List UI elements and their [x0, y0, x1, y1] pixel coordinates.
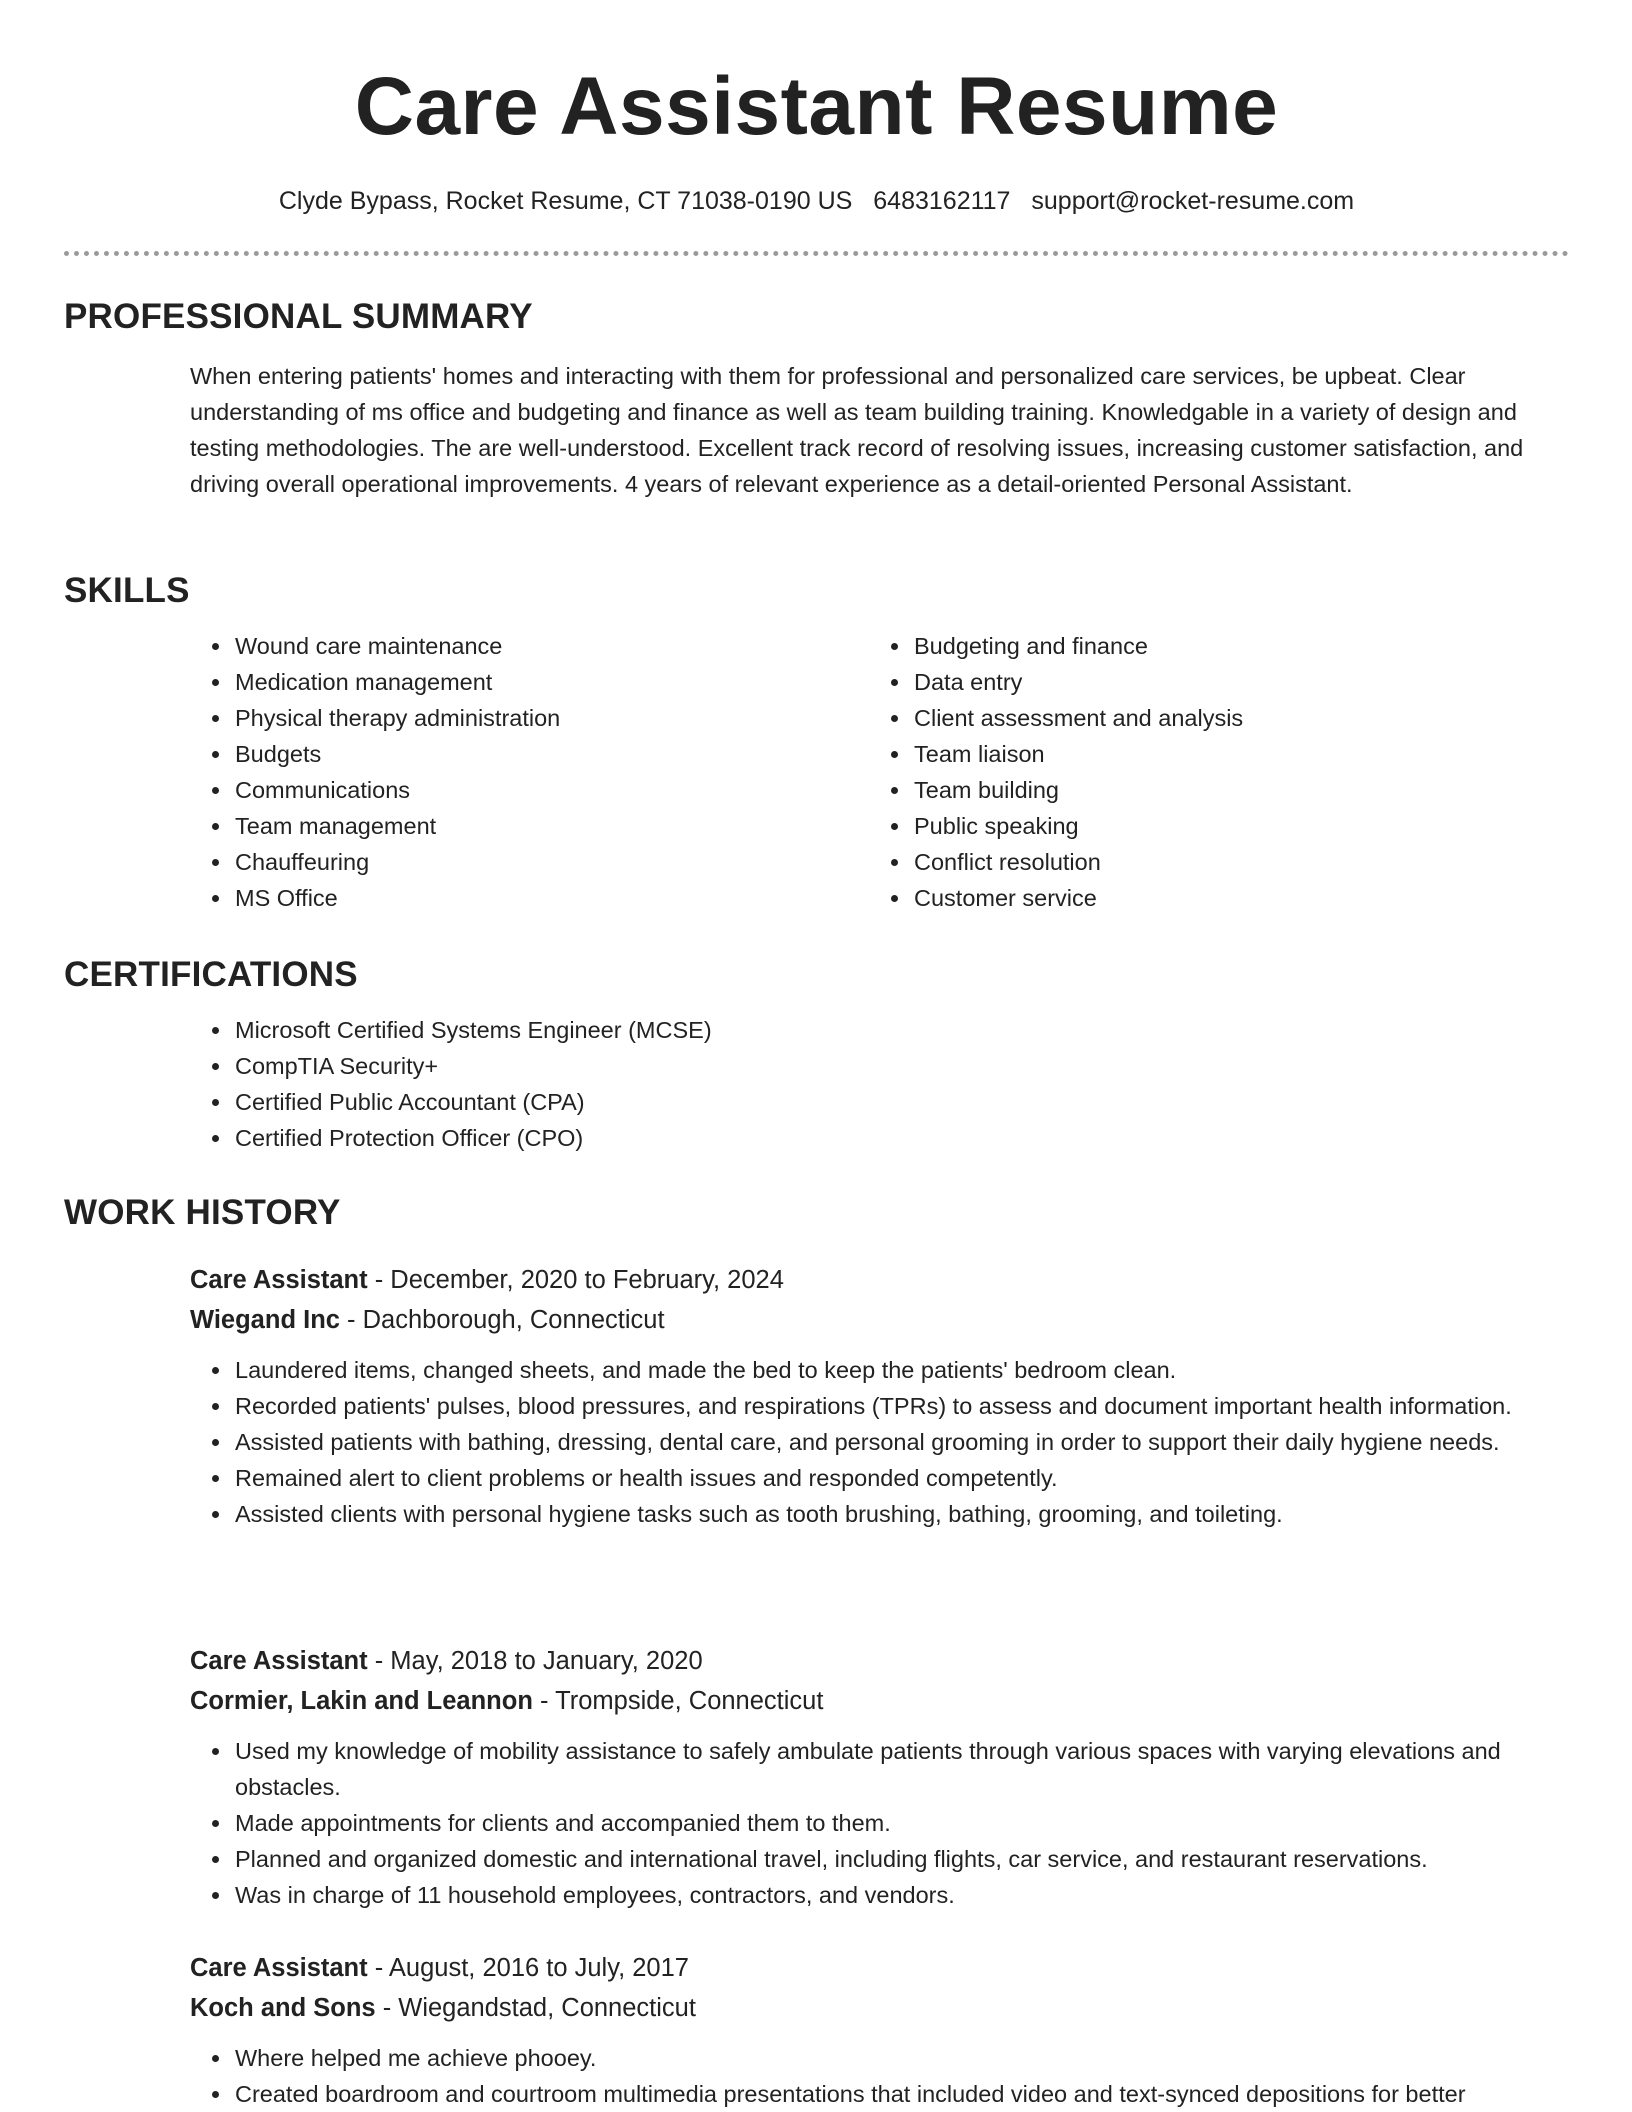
- contact-line: [64, 184, 1569, 218]
- job-bullets: [64, 1352, 1569, 1532]
- certification-item: • Certified Public Accountant (CPA): [233, 1084, 1569, 1120]
- job-company-line: [190, 1300, 1569, 1340]
- skills-list-left: [64, 628, 743, 916]
- job-bullet: • Remained alert to client problems or health issues and responded competently.: [233, 1460, 1569, 1496]
- skill-item: • Physical therapy administration: [233, 700, 743, 736]
- skill-item: • Client assessment and analysis: [912, 700, 1422, 736]
- job-dates: - December, 2020 to February, 2024: [367, 1266, 784, 1294]
- skill-item: • Budgeting and finance: [912, 628, 1422, 664]
- skill-item: • Conflict resolution: [912, 844, 1422, 880]
- job-entry: [64, 1641, 1569, 1913]
- job-role: Care Assistant: [190, 1266, 368, 1294]
- job-company-line: [190, 1988, 1569, 2028]
- job-title-line: [190, 1641, 1569, 1681]
- job-bullet: • Created boardroom and courtroom multimedia presentations that included video and text-synced depositions for better: [233, 2076, 1569, 2112]
- certifications-heading: CERTIFICATIONS: [64, 955, 358, 994]
- job-title-line: [190, 1948, 1569, 1988]
- summary-text: When entering patients' homes and interacting with them for professional and personalized care services, be upbeat. Clear understanding of ms office and budgeting and finance as well as team building training. Knowledgable in a variety of design and testing methodologies. The are well-understood. Excellent track record of resolving issues, increasing customer satisfaction, and driving overall operational improvements. 4 years of relevant experience as a detail-oriented Personal Assistant.: [190, 363, 1524, 497]
- job-dates: - May, 2018 to January, 2020: [367, 1647, 703, 1675]
- job-company: Wiegand Inc: [190, 1306, 340, 1334]
- job-title-line: [190, 1260, 1569, 1300]
- skill-item: • Public speaking: [912, 808, 1422, 844]
- job-bullet: • Laundered items, changed sheets, and made the bed to keep the patients' bedroom clean.: [233, 1352, 1569, 1388]
- job-entry: [64, 1260, 1569, 1532]
- certification-item: • CompTIA Security+: [233, 1048, 1569, 1084]
- resume-page: [64, 0, 1569, 2107]
- certifications-section: [64, 954, 1569, 1156]
- skill-item: • Team building: [912, 772, 1422, 808]
- job-bullet: • Where helped me achieve phooey.: [233, 2040, 1569, 2076]
- job-bullet: • Used my knowledge of mobility assistance to safely ambulate patients through various spaces with varying elevations and obstacles.: [233, 1733, 1569, 1805]
- job-bullets: [64, 1733, 1569, 1913]
- summary-heading: PROFESSIONAL SUMMARY: [64, 297, 533, 336]
- job-role: Care Assistant: [190, 1954, 368, 1982]
- skills-section: [64, 570, 1569, 916]
- job-company: Cormier, Lakin and Leannon: [190, 1687, 533, 1715]
- skills-list-right: [743, 628, 1422, 916]
- skill-item: • MS Office: [233, 880, 743, 916]
- skill-item: • Wound care maintenance: [233, 628, 743, 664]
- job-entry: [64, 1948, 1569, 2112]
- job-bullet: • Assisted clients with personal hygiene tasks such as tooth brushing, bathing, grooming, and toileting.: [233, 1496, 1569, 1532]
- page-title: Care Assistant Resume: [354, 61, 1279, 152]
- certification-item: • Certified Protection Officer (CPO): [233, 1120, 1569, 1156]
- job-bullet: • Was in charge of 11 household employees, contractors, and vendors.: [233, 1877, 1569, 1913]
- skill-item: • Team management: [233, 808, 743, 844]
- job-bullet: • Planned and organized domestic and international travel, including flights, car service, and restaurant reservations.: [233, 1841, 1569, 1877]
- job-bullet: • Recorded patients' pulses, blood pressures, and respirations (TPRs) to assess and document important health information.: [233, 1388, 1569, 1424]
- work-history-heading: WORK HISTORY: [64, 1193, 341, 1232]
- skill-item: • Customer service: [912, 880, 1422, 916]
- job-bullet: • Made appointments for clients and accompanied them to them.: [233, 1805, 1569, 1841]
- certifications-list: [64, 1012, 1569, 1156]
- skills-grid: [64, 628, 1569, 916]
- job-location: - Wiegandstad, Connecticut: [375, 1994, 696, 2022]
- job-location: - Trompside, Connecticut: [532, 1687, 824, 1715]
- skill-item: • Team liaison: [912, 736, 1422, 772]
- skill-item: • Communications: [233, 772, 743, 808]
- skills-heading: SKILLS: [64, 571, 190, 610]
- summary-section: [64, 296, 1569, 502]
- contact-email: support@rocket-resume.com: [1031, 187, 1355, 215]
- skill-item: • Data entry: [912, 664, 1422, 700]
- job-dates: - August, 2016 to July, 2017: [367, 1954, 689, 1982]
- job-company: Koch and Sons: [190, 1994, 376, 2022]
- skill-item: • Medication management: [233, 664, 743, 700]
- contact-phone: 6483162117: [873, 187, 1011, 215]
- skill-item: • Chauffeuring: [233, 844, 743, 880]
- certification-item: • Microsoft Certified Systems Engineer (MCSE): [233, 1012, 1569, 1048]
- work-history-section: [64, 1192, 1569, 1234]
- contact-address: Clyde Bypass, Rocket Resume, CT 71038-0190 US: [278, 187, 853, 215]
- job-bullets: [64, 2040, 1569, 2112]
- job-company-line: [190, 1681, 1569, 1721]
- skill-item: • Budgets: [233, 736, 743, 772]
- header-divider: [64, 251, 1569, 256]
- job-role: Care Assistant: [190, 1647, 368, 1675]
- job-bullet: • Assisted patients with bathing, dressing, dental care, and personal grooming in order to support their daily hygiene needs.: [233, 1424, 1569, 1460]
- job-location: - Dachborough, Connecticut: [339, 1306, 665, 1334]
